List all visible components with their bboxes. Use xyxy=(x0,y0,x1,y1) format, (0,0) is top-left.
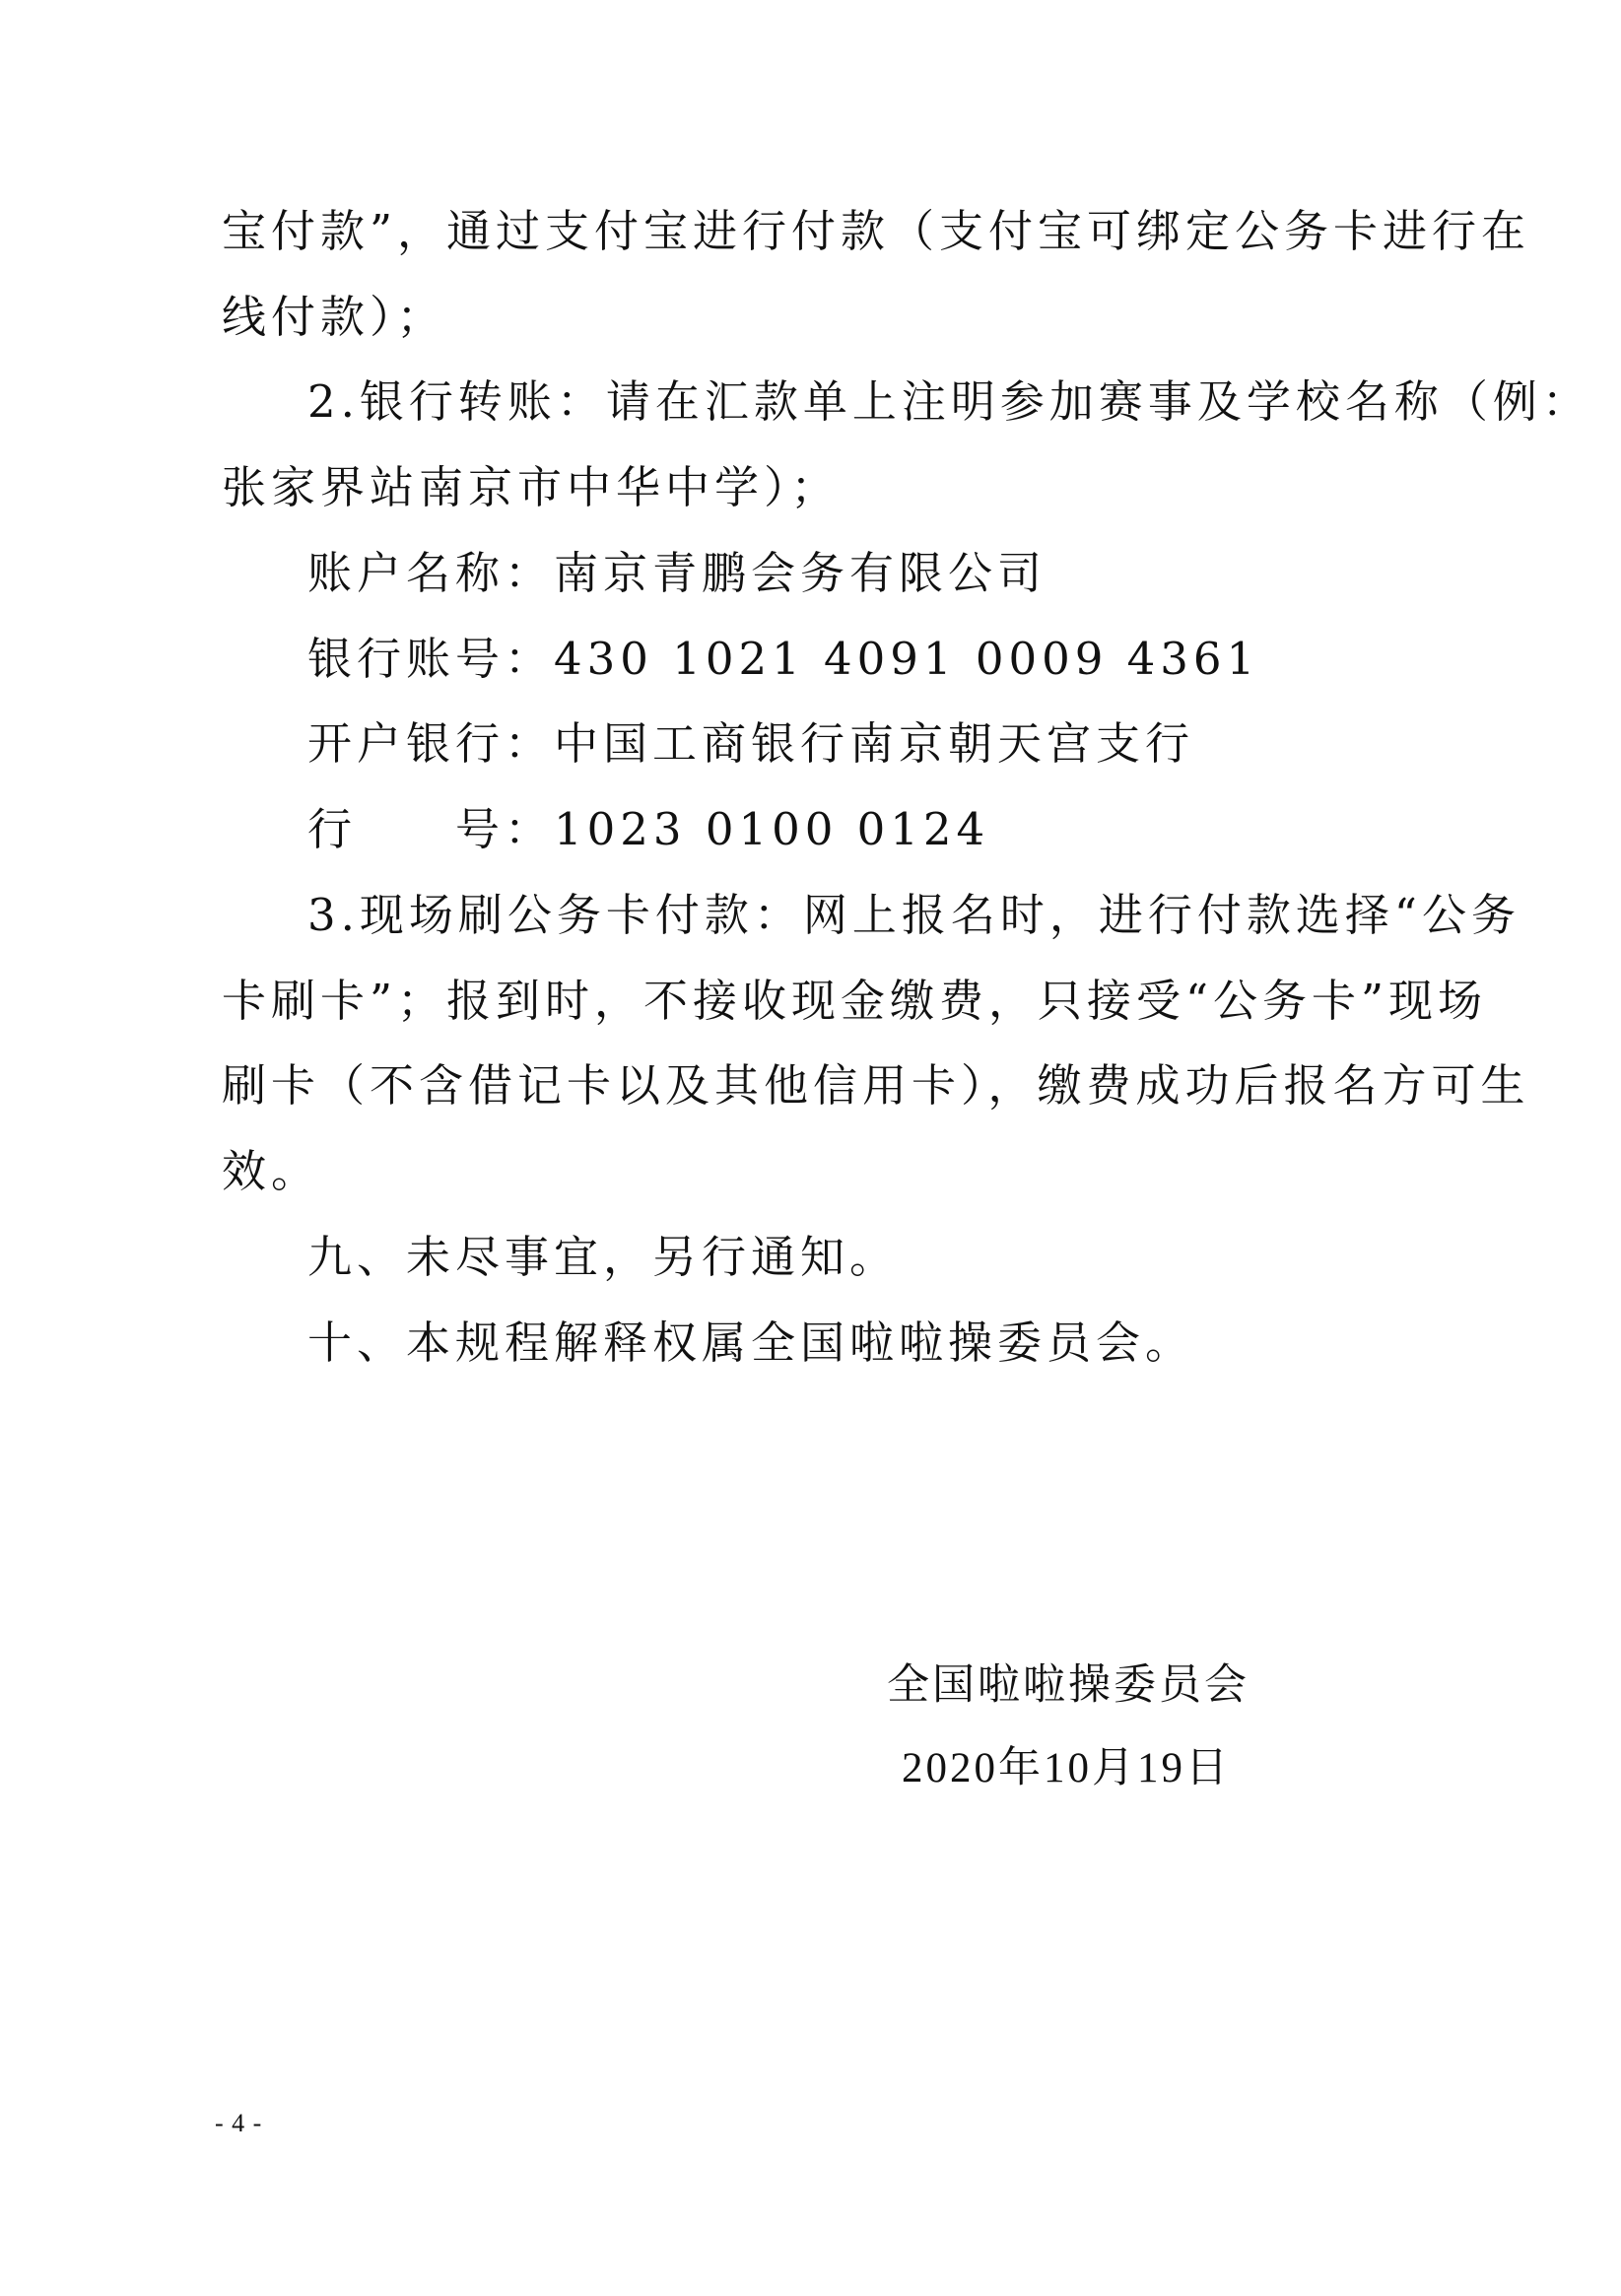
paragraph-line: 宝付款”，通过支付宝进行付款（支付宝可绑定公务卡进行在 xyxy=(222,205,1531,257)
bank-name-line: 开户银行：中国工商银行南京朝天宫支行 xyxy=(307,717,1195,770)
signature-organization: 全国啦啦操委员会 xyxy=(887,1660,1250,1710)
section-nine: 九、未尽事宜，另行通知。 xyxy=(307,1231,900,1283)
bank-code-line: 行 号：1023 0100 0124 xyxy=(307,803,990,855)
paragraph-line: 效。 xyxy=(222,1145,321,1197)
paragraph-line: 张家界站南京市中华中学）； xyxy=(222,461,841,513)
paragraph-line: 2.银行转账：请在汇款单上注明参加赛事及学校名称（例： xyxy=(307,375,1591,428)
signature-date: 2020年10月19日 xyxy=(902,1745,1231,1791)
paragraph-line: 线付款）； xyxy=(222,291,446,343)
paragraph-line: 刷卡（不含借记卡以及其他信用卡），缴费成功后报名方可生 xyxy=(222,1059,1530,1112)
account-name-line: 账户名称：南京青鹏会务有限公司 xyxy=(307,547,1047,599)
account-number-line: 银行账号：430 1021 4091 0009 4361 xyxy=(307,633,1260,685)
paragraph-line: 卡刷卡”；报到时，不接收现金缴费，只接受“公务卡”现场 xyxy=(222,975,1488,1027)
section-ten: 十、本规程解释权属全国啦啦操委员会。 xyxy=(307,1317,1195,1369)
page-number: - 4 - xyxy=(215,2109,263,2137)
paragraph-line: 3.现场刷公务卡付款：网上报名时，进行付款选择“公务 xyxy=(307,889,1520,941)
